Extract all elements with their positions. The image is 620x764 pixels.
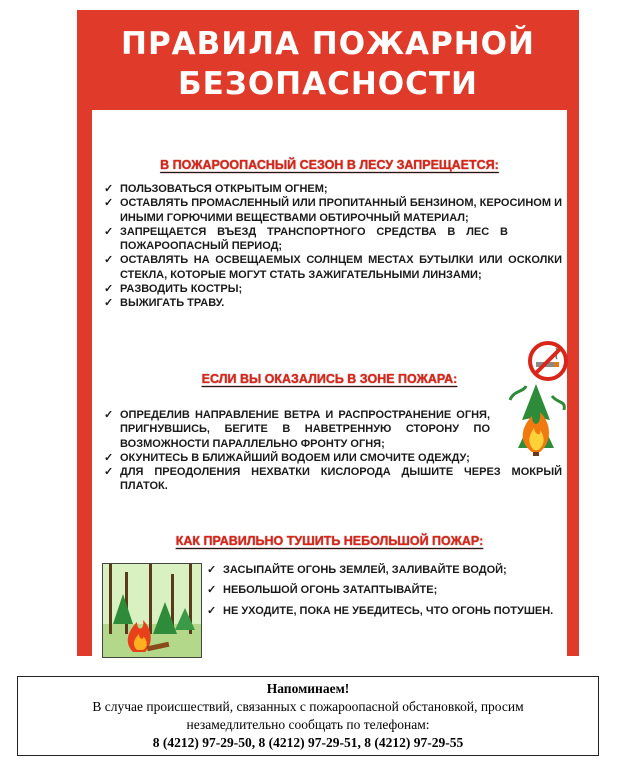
check-icon: ✓ xyxy=(104,297,114,310)
section-heading-extinguish: КАК ПРАВИЛЬНО ТУШИТЬ НЕБОЛЬШОЙ ПОЖАР: xyxy=(175,534,484,548)
poster-title-line2: БЕЗОПАСНОСТИ xyxy=(177,66,478,102)
check-icon: ✓ xyxy=(207,604,217,617)
check-icon: ✓ xyxy=(104,451,114,464)
list-item: ✓ НЕ УХОДИТЕ, ПОКА НЕ УБЕДИТЕСЬ, ЧТО ОГОНЬ ПОТУШЕН. xyxy=(207,604,554,617)
check-icon: ✓ xyxy=(104,197,114,210)
check-icon: ✓ xyxy=(104,254,114,267)
check-icon: ✓ xyxy=(104,409,114,421)
section-heading-in-fire-zone: ЕСЛИ ВЫ ОКАЗАЛИСЬ В ЗОНЕ ПОЖАРА: xyxy=(201,372,458,386)
notice-text-line1: В случае происшествий, связанных с пожароопасной обстановкой, просим xyxy=(92,699,524,714)
list-item: ✓ РАЗВОДИТЬ КОСТРЫ; xyxy=(104,283,243,296)
check-icon: ✓ xyxy=(104,283,114,296)
list-item: ✓ ДЛЯ ПРЕОДОЛЕНИЯ НЕХВАТКИ КИСЛОРОДА ДЫШИТЕ ЧЕРЕЗ МОКРЫЙ ПЛАТОК. xyxy=(104,466,562,493)
forbidden-list xyxy=(104,182,562,311)
fire-safety-poster xyxy=(77,10,579,656)
check-icon: ✓ xyxy=(207,564,217,576)
poster-title-line1: ПРАВИЛА ПОЖАРНОЙ xyxy=(121,26,535,62)
notice-phones: 8 (4212) 97-29-50, 8 (4212) 97-29-51, 8 (4212) 97-29-55 xyxy=(152,735,464,750)
notice-title: Напоминаем! xyxy=(266,681,350,696)
poster-panel xyxy=(92,110,567,656)
list-item: ✓ ЗАСЫПАЙТЕ ОГОНЬ ЗЕМЛЕЙ, ЗАЛИВАЙТЕ ВОДОЙ; xyxy=(207,564,507,576)
list-item: ✓ ЗАПРЕЩАЕТСЯ ВЪЕЗД ТРАНСПОРТНОГО СРЕДСТВА В ЛЕС В ПОЖАРООПАСНЫЙ ПЕРИОД; xyxy=(104,225,508,253)
list-item: ✓ ОПРЕДЕЛИВ НАПРАВЛЕНИЕ ВЕТРА И РАСПРОСТРАНЕНИЕ ОГНЯ, ПРИГНУВШИСЬ, БЕГИТЕ В НАВЕТРЕННУЮ СТОРОНУ ПО ВОЗМОЖНОСТИ ПАРАЛЛЕЛЬНО ФРОНТУ ОГНЯ; xyxy=(104,409,490,450)
list-item: ✓ ВЫЖИГАТЬ ТРАВУ. xyxy=(104,297,225,310)
poster-title xyxy=(77,24,579,104)
fire-tree-icon xyxy=(502,380,570,460)
check-icon: ✓ xyxy=(104,466,114,479)
forest-fire-illustration xyxy=(102,563,202,658)
notice-text-line2: незамедлительно сообщать по телефонам: xyxy=(186,717,430,732)
check-icon: ✓ xyxy=(207,584,217,597)
check-icon: ✓ xyxy=(104,183,114,195)
list-item: ✓ ПОЛЬЗОВАТЬСЯ ОТКРЫТЫМ ОГНЕМ; xyxy=(104,183,328,195)
reminder-notice xyxy=(17,676,599,756)
section-heading-forbidden: В ПОЖАРООПАСНЫЙ СЕЗОН В ЛЕСУ ЗАПРЕЩАЕТСЯ: xyxy=(160,158,499,172)
extinguish-list xyxy=(207,563,559,618)
list-item: ✓ НЕБОЛЬШОЙ ОГОНЬ ЗАТАПТЫВАЙТЕ; xyxy=(207,584,438,597)
list-item: ✓ ОКУНИТЕСЬ В БЛИЖАЙШИЙ ВОДОЕМ ИЛИ СМОЧИТЕ ОДЕЖДУ; xyxy=(104,451,470,464)
in-fire-zone-list xyxy=(104,408,562,494)
check-icon: ✓ xyxy=(104,225,114,238)
list-item: ✓ ОСТАВЛЯТЬ ПРОМАСЛЕННЫЙ ИЛИ ПРОПИТАННЫЙ БЕНЗИНОМ, КЕРОСИНОМ И ИНЫМИ ГОРЮЧИМИ ВЕЩЕСТВАМИ ОБТИРОЧНЫЙ МАТЕРИАЛ; xyxy=(104,197,562,224)
list-item: ✓ ОСТАВЛЯТЬ НА ОСВЕЩАЕМЫХ СОЛНЦЕМ МЕСТАХ БУТЫЛКИ ИЛИ ОСКОЛКИ СТЕКЛА, КОТОРЫЕ МОГУТ СТАТЬ ЗАЖИГАТЕЛЬНЫМИ ЛИНЗАМИ; xyxy=(104,254,562,281)
